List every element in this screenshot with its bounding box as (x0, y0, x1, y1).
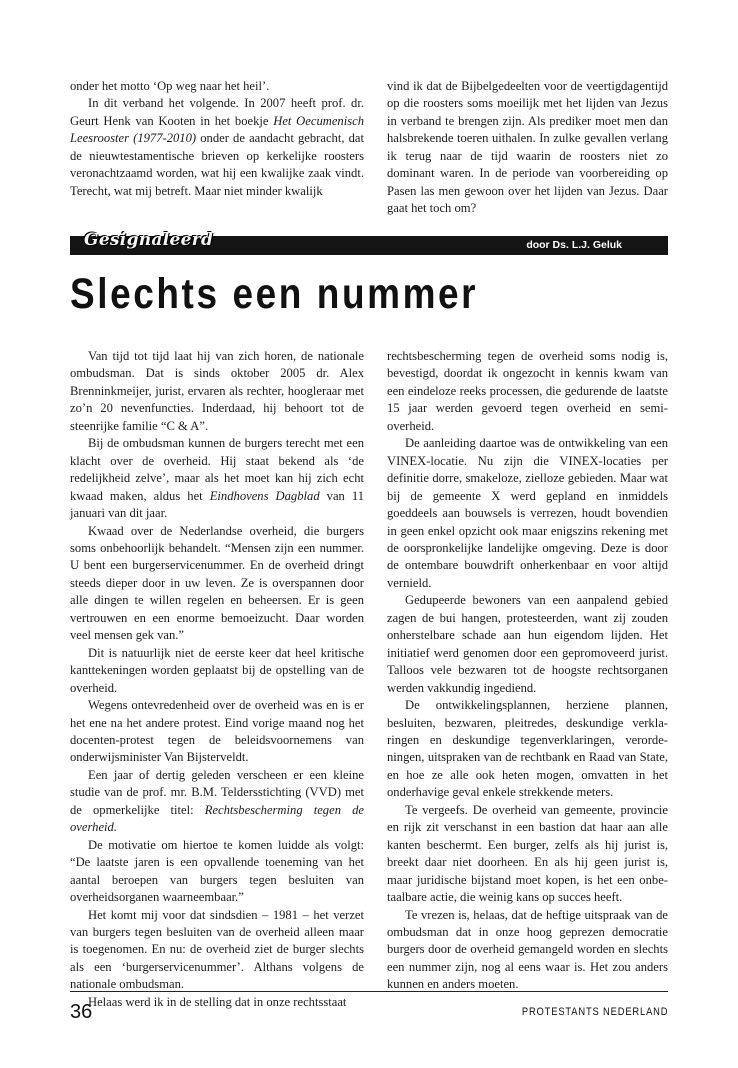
paragraph (387, 435, 668, 592)
page-number: 36 (70, 1001, 93, 1023)
paragraph-text: De aanleiding daartoe was de ontwikkeling van een VINEX-locatie. Nu zijn die VINEX-locaties per definitie dorre, smakeloze, zielloze gebieden. Maar wat bij de gemeente X werd gepland en inmiddels goeddeels aan bouwsels is verrezen, houdt bovendien in geen enkel opzicht ook maar enigszins rekening met de oorspronkelijke landelijke omgeving. Deze is door de ontembare bouwdrift onherkenbaar en voor altijd vernield. (387, 436, 668, 590)
paragraph-text: van 11 januari van dit jaar. (70, 488, 365, 521)
paragraph (70, 994, 364, 1011)
paragraph: vind ik dat de Bijbelgedeelten voor de veertigdagentijd op die roosters soms moeilijk met het lijden van Jezus in verband te brengen zijn. Als prediker moet men dan halsbrekende toeren uithalen. In zulke gevallen verlang ik terug naar de tijd waarin de roosters niet zo dominant waren. In de periode van voorbereiding op Pasen las men gewoon over het lijden van Jezus. Daar gaat het toch om? (387, 79, 668, 216)
paragraph-text: Gedupeerde bewoners van een aanpalend gebied zagen de bui hangen, protesteerden, want zij zouden onherstelbare schade aan hun eigendom lijden. Het initiatief werd genomen door een gepromoveerd jurist. Talloos vele bezwaren tot de hoogste rechtsorganen werden vakkundig ingediend. (387, 593, 668, 695)
paragraph-text: Een jaar of dertig geleden verscheen er een kleine studie van de prof. mr. B.M. Teldersstichting (VVD) met de opmerkelijke titel: (70, 767, 364, 817)
paragraph-text: Van tijd tot tijd laat hij van zich horen, de nationale ombudsman. Dat is sinds oktober 2005 dr. Alex Brenninkmeijer, jurist, ervaren als rechter, hoogleraar met zo’n 20 nevenfuncties. Inderdaad, hij behoort tot de steenrijke familie “C & A”. (70, 349, 364, 433)
paragraph (70, 697, 364, 767)
paragraph (387, 697, 668, 802)
previous-article-column-right (387, 78, 668, 218)
paragraph-text: onder de aandacht gebracht, dat de nieuwtestamentische brieven op kerkelijke roosters veronachtzaamd worden, wat hij een kwalijke zaak vindt. Terecht, wat mij betreft. Maar niet minder kwalijk (70, 131, 364, 198)
paragraph-text: Kwaad over de Nederlandse overheid, die burgers soms onbehoorlijk behandelt. “Mensen zijn een nummer. U bent een burgerservicenummer. En de overheid dringt steeds dieper door in uw leven. Ze is overspannen door alle dingen te willen regelen en beheersen. Er is geen vertrouwen en een enorme bemoeizucht. Daar worden veel mensen gek van.” (70, 523, 364, 643)
article-column-left (70, 348, 364, 1011)
paragraph (70, 767, 364, 837)
paragraph-text: rechtsbescherming tegen de overheid soms nodig is, bevestigd, doordat ik ongezocht in kennis kwam van een eindeloze reeks processen, die gedurende de laatste 15 jaar werden gevoerd tegen overheid en semi-overheid. (387, 349, 668, 433)
italic-title-text: Eindhovens Dagblad (209, 488, 320, 503)
paragraph-text: De motivatie om hiertoe te komen luidde als volgt: “De laatste jaren is een opvallende toeneming van het aantal beroepen van burgers tegen besluiten van overheidsorganen waarneembaar.” (70, 837, 364, 905)
paragraph-text: Het komt mij voor dat sindsdien – 1981 – het verzet van burgers tegen besluiten van de overheid alleen maar is toegenomen. En nu: de overheid ziet de burger slechts als een ‘burgerservicenummer’. Althans volgens de nationale ombudsman. (70, 907, 364, 992)
paragraph (70, 435, 364, 522)
paragraph (387, 348, 668, 435)
section-banner (70, 230, 668, 255)
italic-title-text: Rechtsbescherming tegen de overheid. (70, 802, 364, 835)
paragraph-text: In dit verband het volgende. In 2007 heeft prof. dr. Geurt Henk van Kooten in het boekje (70, 96, 364, 128)
paragraph (70, 348, 364, 435)
section-label: Gesignaleerd (84, 230, 214, 250)
paragraph-text: De ontwikkelingsplannen, herziene plannen, besluiten, bezwaren, pleitredes, deskundige verklaringen en deskundige tegenverklaringen, verordeningen, uitspraken van de rechtbank en Raad van State, en hoe ze alle ook heten mogen, omvatten in het onderhavige geval enkele strekkende meters. (387, 698, 668, 800)
footer-rule (70, 991, 668, 992)
paragraph-text: Te vrezen is, helaas, dat de heftige uitspraak van de ombudsman dat in onze hoog geprezen democratie burgers door de overheid gemangeld worden en slechts een nummer zijn, nog al eens waar is. Het zou anders kunnen en anders moeten. (387, 907, 668, 992)
paragraph (387, 592, 668, 697)
paragraph-text: Bij de ombudsman kunnen de burgers terecht met een klacht over de overheid. Hij staat bekend als ‘de redelijkheid zelve’, maar als het moet kan hij zich echt kwaad maken, aldus het (70, 436, 364, 503)
paragraph (70, 645, 364, 697)
article-title: Slechts een nummer (70, 270, 479, 318)
article-column-right (387, 348, 668, 994)
previous-article-column-left (70, 78, 364, 200)
paragraph (70, 907, 364, 994)
paragraph-text: Wegens ontevredenheid over de overheid was en is er het ene na het andere protest. Eind vorige maand nog het docenten-protest tegen de beleidsvoornemens van onderwijsminister Van Bijsterveldt. (70, 698, 364, 765)
paragraph-text: Dit is natuurlijk niet de eerste keer dat heel kritische kanttekeningen worden geplaatst bij de opstelling van de overheid. (70, 645, 364, 695)
paragraph (70, 95, 364, 200)
paragraph-text: Helaas werd ik in de stelling dat in onze rechtsstaat (88, 994, 347, 1009)
italic-title-text: Het Oecumenisch Leesrooster (1977-2010) (70, 113, 365, 146)
author-byline: door Ds. L.J. Geluk (526, 239, 622, 251)
paragraph: onder het motto ‘Op weg naar het heil’. (70, 79, 270, 93)
publication-name: PROTESTANTS NEDERLAND (521, 1006, 668, 1018)
paragraph (387, 802, 668, 907)
paragraph (387, 907, 668, 994)
paragraph (70, 523, 364, 645)
paragraph (70, 837, 364, 907)
paragraph-text: Te vergeefs. De overheid van gemeente, provincie en rijk zit verschanst in een bastion dat haar aan alle kanten beschermt. Een burger, zelfs als hij jurist is, breekt daar niet doorheen. En als hij geen jurist is, maar juridische bijstand moet kopen, is het een onbetaalbare actie, die weinig kans op succes heeft. (387, 802, 668, 905)
